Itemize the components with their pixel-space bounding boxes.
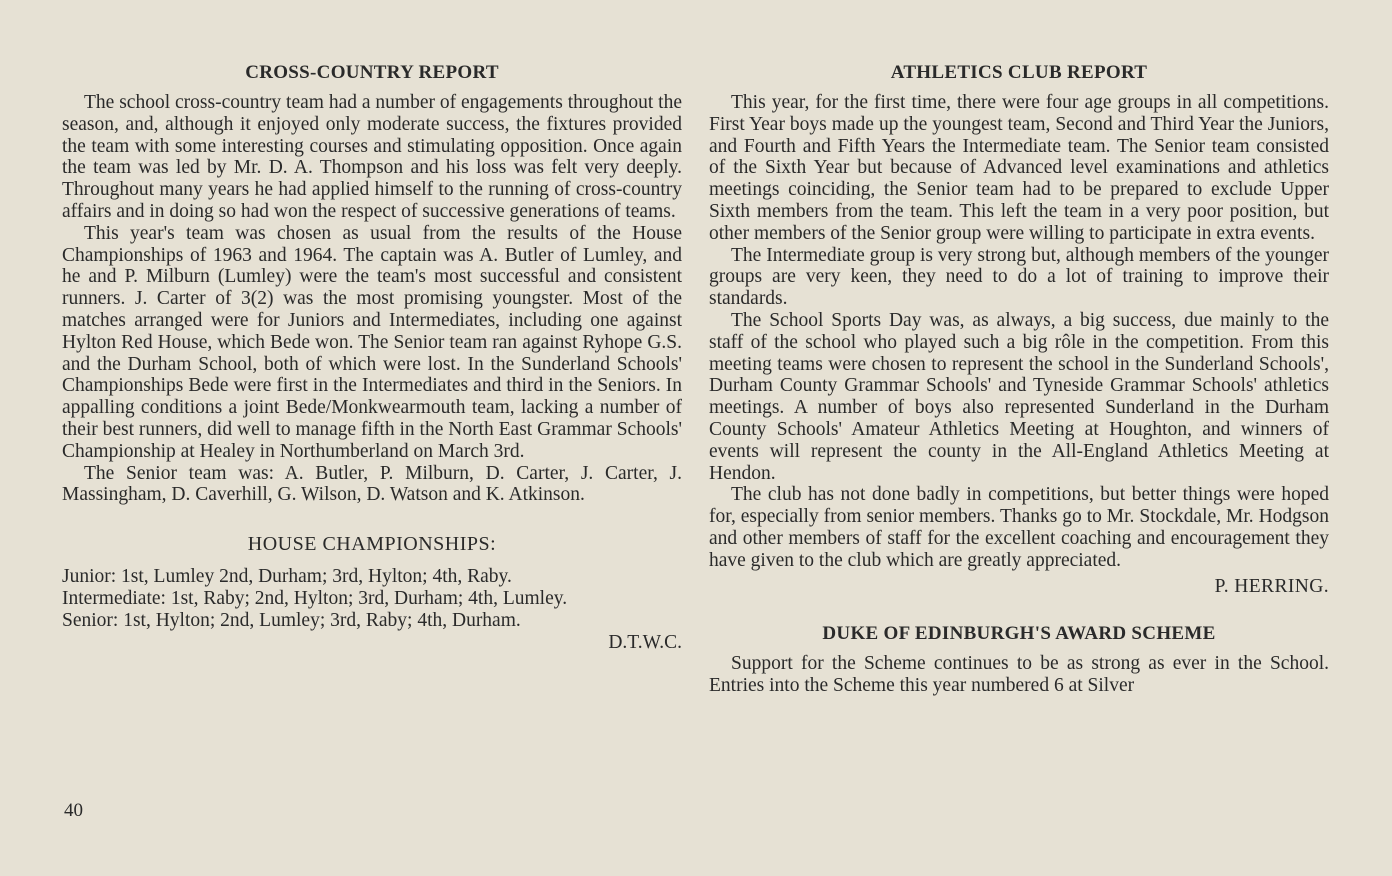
athletics-paragraph-1: This year, for the first time, there were four age groups in all competitions. First Year boys made up the youngest team, Second and Third Year the Juniors, and Fourth and Fifth Years the Intermediate team. The Senior team consisted of the Sixth Year but because of Advanced level examinations and athletics meetings coinciding, the Senior team had to be prepared to exclude Upper Sixth members from the team. This left the team in a very poor position, but other members of the Senior group were willing to participate in extra events.: [709, 92, 1329, 244]
left-column: [62, 60, 682, 653]
right-column: [709, 60, 1329, 697]
duke-of-edinburgh-paragraph: Support for the Scheme continues to be as strong as ever in the School. Entries into the Scheme this year numbered 6 at Silver: [709, 653, 1329, 697]
cross-country-title: CROSS-COUNTRY REPORT: [245, 62, 499, 83]
duke-of-edinburgh-title: DUKE OF EDINBURGH'S AWARD SCHEME: [822, 623, 1216, 645]
athletics-signature: P. HERRING.: [1214, 575, 1329, 597]
cross-country-paragraph-2: This year's team was chosen as usual from the results of the House Championships of 1963 and 1964. The captain was A. Butler of Lumley, and he and P. Milburn (Lumley) were the team's most successful and consistent runners. J. Carter of 3(2) was the most promising youngster. Most of the matches arranged were for Juniors and Intermediates, including one against Hylton Red House, which Bede won. The Senior team ran against Ryhope G.S. and the Durham School, both of which were lost. In the Sunderland Schools' Championships Bede were first in the Intermediates and third in the Seniors. In appalling conditions a joint Bede/Monkwearmouth team, lacking a number of their best runners, did well to manage fifth in the North East Grammar Schools' Championship at Healey in Northumberland on March 3rd.: [62, 222, 682, 462]
athletics-paragraph-3: The School Sports Day was, as always, a big success, due mainly to the staff of the school who played such a big rôle in the competition. From this meeting teams were chosen to represent the school in the Sunderland Schools', Durham County Grammar Schools' and Tyneside Grammar Schools' athletics meetings. A number of boys also represented Sunderland in the Durham County Schools' Amateur Athletics Meeting at Houghton, and winners of events will represent the county in the All-England Athletics Meeting at Hendon.: [709, 309, 1329, 484]
cross-country-paragraph-3: The Senior team was: A. Butler, P. Milburn, D. Carter, J. Carter, J. Massingham, D. Caverhill, G. Wilson, D. Watson and K. Atkinson.: [62, 462, 682, 506]
athletics-paragraph-2: The Intermediate group is very strong but, although members of the younger groups are very keen, they need to do a lot of training to improve their standards.: [709, 244, 1329, 310]
athletics-title: ATHLETICS CLUB REPORT: [890, 62, 1148, 83]
championship-senior: Senior: 1st, Hylton; 2nd, Lumley; 3rd, Raby; 4th, Durham.: [62, 609, 521, 631]
house-championships-title: HOUSE CHAMPIONSHIPS:: [247, 533, 497, 556]
athletics-paragraph-4: The club has not done badly in competitions, but better things were hoped for, especially from senior members. Thanks go to Mr. Stockdale, Mr. Hodgson and other members of staff for the excellent coaching and encouragement they have given to the club which are greatly appreciated.: [709, 484, 1329, 571]
cross-country-paragraph-1: The school cross-country team had a number of engagements throughout the season, and, although it enjoyed only moderate success, the fixtures provided the team with some interesting courses and stimulating opposition. Once again the team was led by Mr. D. A. Thompson and his loss was felt very deeply. Throughout many years he had applied himself to the running of cross-country affairs and in doing so had won the respect of successive generations of teams.: [62, 92, 682, 222]
page-number: 40: [64, 800, 83, 821]
cross-country-signature: D.T.W.C.: [608, 631, 682, 653]
championship-junior: Junior: 1st, Lumley 2nd, Durham; 3rd, Hylton; 4th, Raby.: [62, 566, 512, 588]
championship-intermediate: Intermediate: 1st, Raby; 2nd, Hylton; 3rd, Durham; 4th, Lumley.: [62, 587, 568, 609]
